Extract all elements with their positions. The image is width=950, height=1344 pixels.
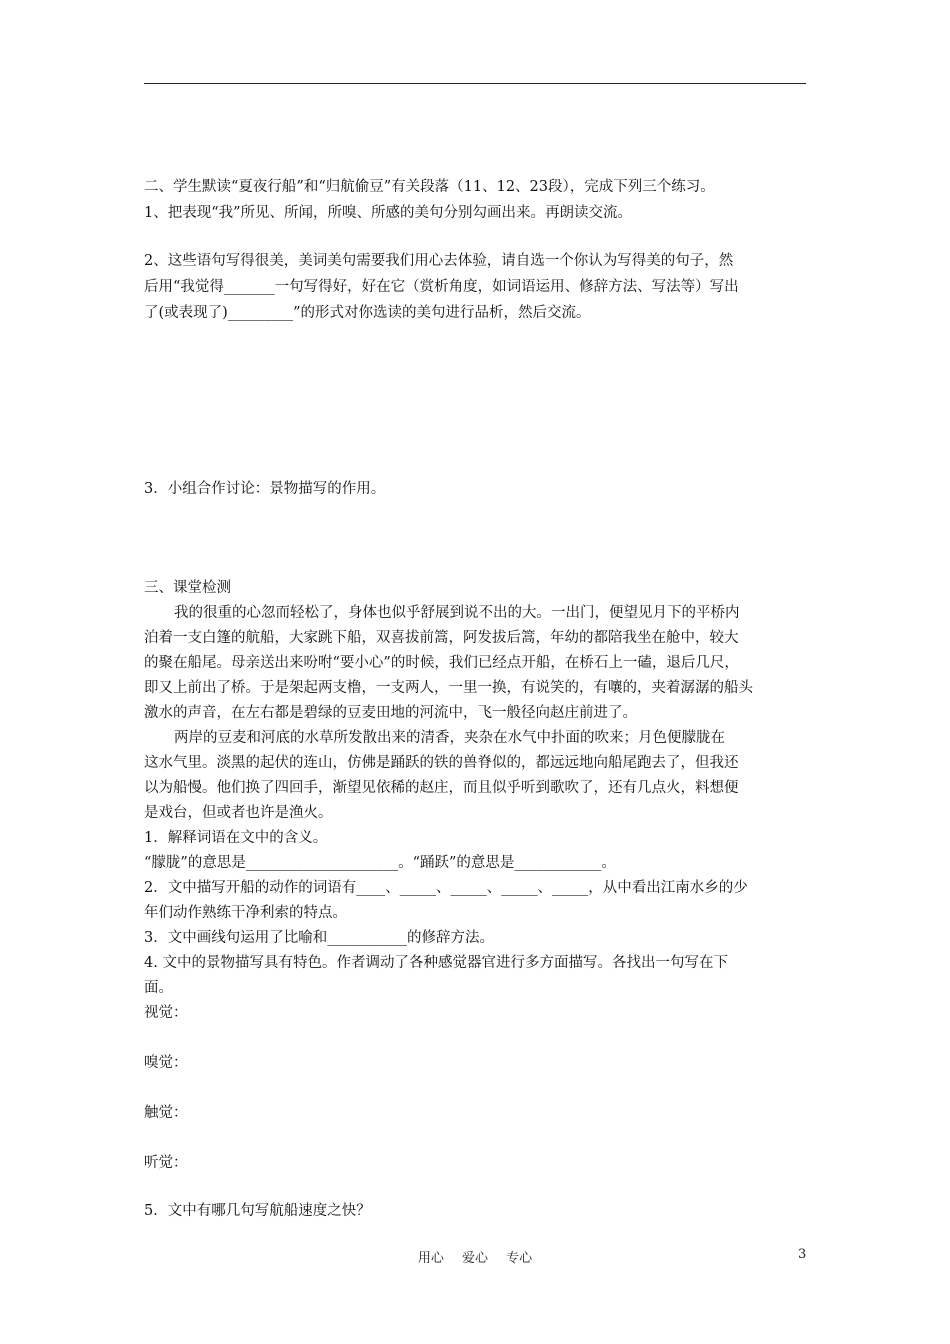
passage-line: 我的很重的心忽而轻松了，身体也似乎舒展到说不出的大。一出门，便望见月下的平桥内	[174, 605, 740, 621]
question-line: “朦胧”的意思是_____________________。“踊跃”的意思是____________。	[144, 855, 616, 871]
question-line: 面。	[144, 980, 173, 996]
footer-motto: 用心 爱心 专心	[417, 1251, 533, 1266]
section3-heading: 三、课堂检测	[144, 580, 231, 596]
question-line: 4. 文中的景物描写具有特色。作者调动了各种感觉器官进行多方面描写。各找出一句写在下	[144, 955, 728, 971]
header-rule	[144, 83, 806, 84]
question-line: 1．解释词语在文中的含义。	[144, 830, 328, 846]
passage-line: 激水的声音，在左右都是碧绿的豆麦田地的河流中，飞一般径向赵庄前进了。	[144, 705, 637, 721]
question-line: 2．文中描写开船的动作的词语有____、_____、_____、_____、_____，从中看出江南水乡的少	[144, 880, 748, 896]
passage-line: 泊着一支白篷的航船，大家跳下船，双喜拔前篙，阿发拔后篙，年幼的都陪我坐在舱中，较大	[144, 630, 739, 646]
sense-label-sight: 视觉：	[144, 1005, 188, 1021]
question-2-line-1: 2、这些语句写得很美，美词美句需要我们用心去体验，请自选一个你认为写得美的句子，然	[144, 253, 734, 269]
passage-line: 两岸的豆麦和河底的水草所发散出来的清香，夹杂在水气中扑面的吹来；月色便朦胧在	[174, 730, 725, 746]
question-5: 5．文中有哪几句写航船速度之快？	[144, 1203, 371, 1219]
question-2-line-2: 后用“我觉得_______一句写得好，好在它（赏析角度，如词语运用、修辞方法、写法等）写出	[144, 279, 739, 295]
sense-label-touch: 触觉：	[144, 1105, 188, 1121]
passage-line: 以为船慢。他们换了四回手，渐望见依稀的赵庄，而且似乎听到歌吹了，还有几点火，料想便	[144, 780, 739, 796]
question-2-line-3: 了(或表现了)_________”的形式对你选读的美句进行品析，然后交流。	[144, 305, 591, 321]
question-line: 年们动作熟练干净利索的特点。	[144, 905, 347, 921]
question-1: 1、把表现“我”所见、所闻，所嗅、所感的美句分别勾画出来。再朗读交流。	[144, 205, 633, 221]
question-3: 3．小组合作讨论：景物描写的作用。	[144, 481, 386, 497]
passage-line: 的聚在船尾。母亲送出来吩咐“要小心”的时候，我们已经点开船，在桥石上一磕，退后几尺，	[144, 655, 739, 671]
section2-intro: 二、学生默读“夏夜行船”和“归航偷豆”有关段落（11、12、23段），完成下列三个练习。	[144, 179, 715, 195]
passage-line: 这水气里。淡黑的起伏的连山，仿佛是踊跃的铁的兽脊似的，都远远地向船尾跑去了，但我还	[144, 755, 739, 771]
passage-line: 即又上前出了桥。于是架起两支橹，一支两人，一里一换，有说笑的，有嚷的，夹着潺潺的船头	[144, 680, 753, 696]
question-line: 3．文中画线句运用了比喻和___________的修辞方法。	[144, 930, 494, 946]
passage-line: 是戏台，但或者也许是渔火。	[144, 805, 333, 821]
page-number: 3	[798, 1247, 807, 1262]
sense-label-hearing: 听觉：	[144, 1155, 188, 1171]
sense-label-smell: 嗅觉：	[144, 1055, 188, 1071]
